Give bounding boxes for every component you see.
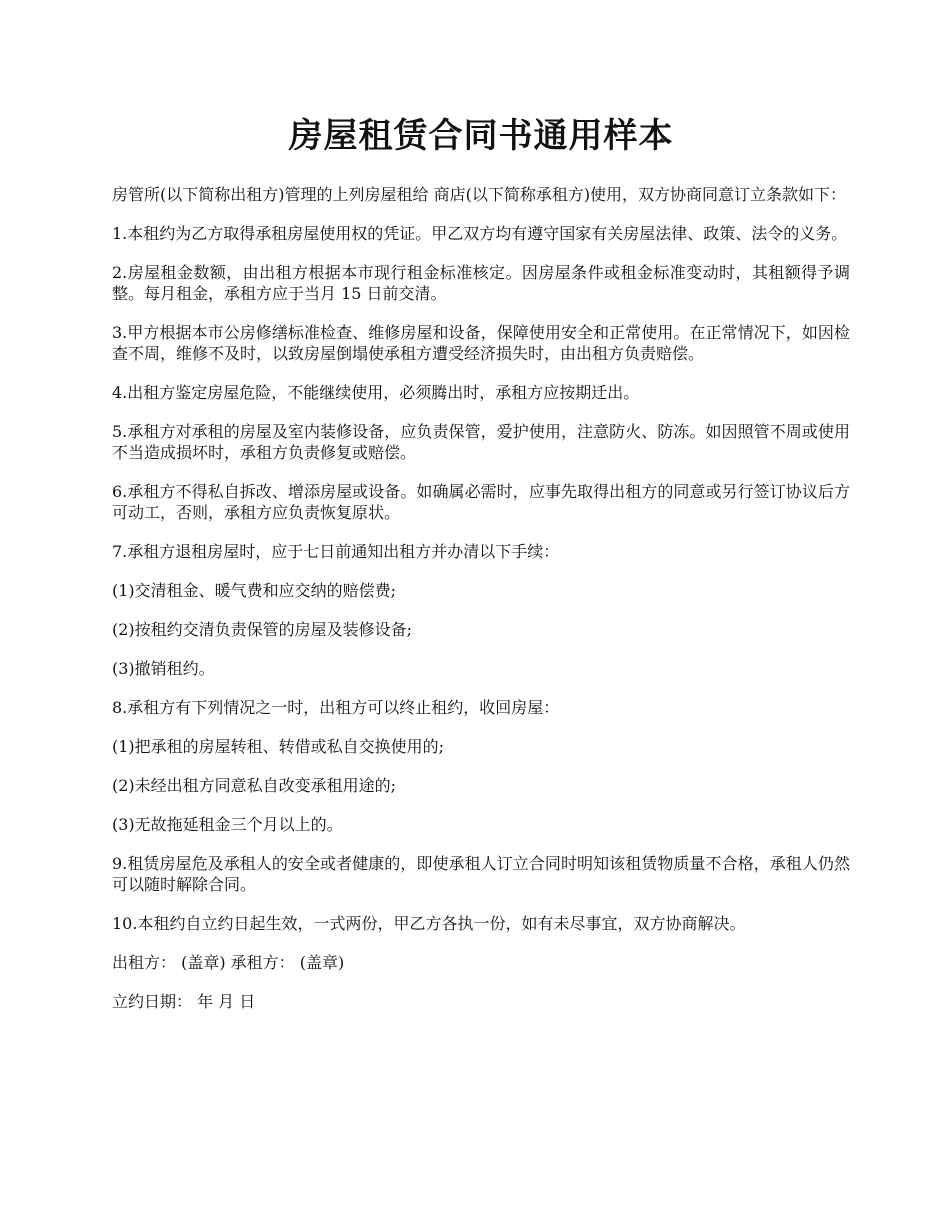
clause-8-item-2: (2)未经出租方同意私自改变承租用途的; <box>112 776 397 795</box>
clause-5: 5.承租方对承租的房屋及室内装修设备，应负责保管，爱护使用，注意防火、防冻。如因照管不周或使用不当造成损坏时，承租方负责修复或赔偿。 <box>112 422 850 462</box>
clause-6: 6.承租方不得私自拆改、增添房屋或设备。如确属必需时，应事先取得出租方的同意或另行签订协议后方可动工，否则，承租方应负责恢复原状。 <box>112 482 850 522</box>
clause-8-item-1: (1)把承租的房屋转租、转借或私自交换使用的; <box>112 737 445 756</box>
clause-8-item-3: (3)无故拖延租金三个月以上的。 <box>112 815 343 834</box>
document-title: 房屋租赁合同书通用样本 <box>288 116 674 156</box>
clause-8: 8.承租方有下列情况之一时，出租方可以终止租约，收回房屋： <box>112 698 560 717</box>
signature-line: 出租方： (盖章) 承租方： (盖章) <box>112 953 345 972</box>
clause-9: 9.租赁房屋危及承租人的安全或者健康的，即使承租人订立合同时明知该租赁物质量不合格，承租人仍然可以随时解除合同。 <box>112 854 850 894</box>
clause-7-item-2: (2)按租约交清负责保管的房屋及装修设备; <box>112 620 413 639</box>
clause-10: 10.本租约自立约日起生效，一式两份，甲乙方各执一份，如有未尽事宜，双方协商解决。 <box>112 914 746 933</box>
intro-paragraph: 房管所(以下简称出租方)管理的上列房屋租给 商店(以下简称承租方)使用，双方协商同意订立条款如下： <box>112 185 847 204</box>
clause-4: 4.出租方鉴定房屋危险，不能继续使用，必须腾出时，承租方应按期迁出。 <box>112 383 640 402</box>
clause-3: 3.甲方根据本市公房修缮标准检查、维修房屋和设备，保障使用安全和正常使用。在正常情况下，如因检查不周，维修不及时，以致房屋倒塌使承租方遭受经济损失时，由出租方负责赔偿。 <box>112 323 850 363</box>
clause-7: 7.承租方退租房屋时，应于七日前通知出租方并办清以下手续： <box>112 542 560 561</box>
clause-7-item-3: (3)撤销租约。 <box>112 659 215 678</box>
clause-1: 1.本租约为乙方取得承租房屋使用权的凭证。甲乙双方均有遵守国家有关房屋法律、政策、法令的义务。 <box>112 224 848 243</box>
clause-2: 2.房屋租金数额，由出租方根据本市现行租金标准核定。因房屋条件或租金标准变动时，其租额得予调整。每月租金，承租方应于当月 15 日前交清。 <box>112 263 850 303</box>
clause-7-item-1: (1)交清租金、暖气费和应交纳的赔偿费; <box>112 581 397 600</box>
date-line: 立约日期： 年 月 日 <box>112 992 256 1011</box>
